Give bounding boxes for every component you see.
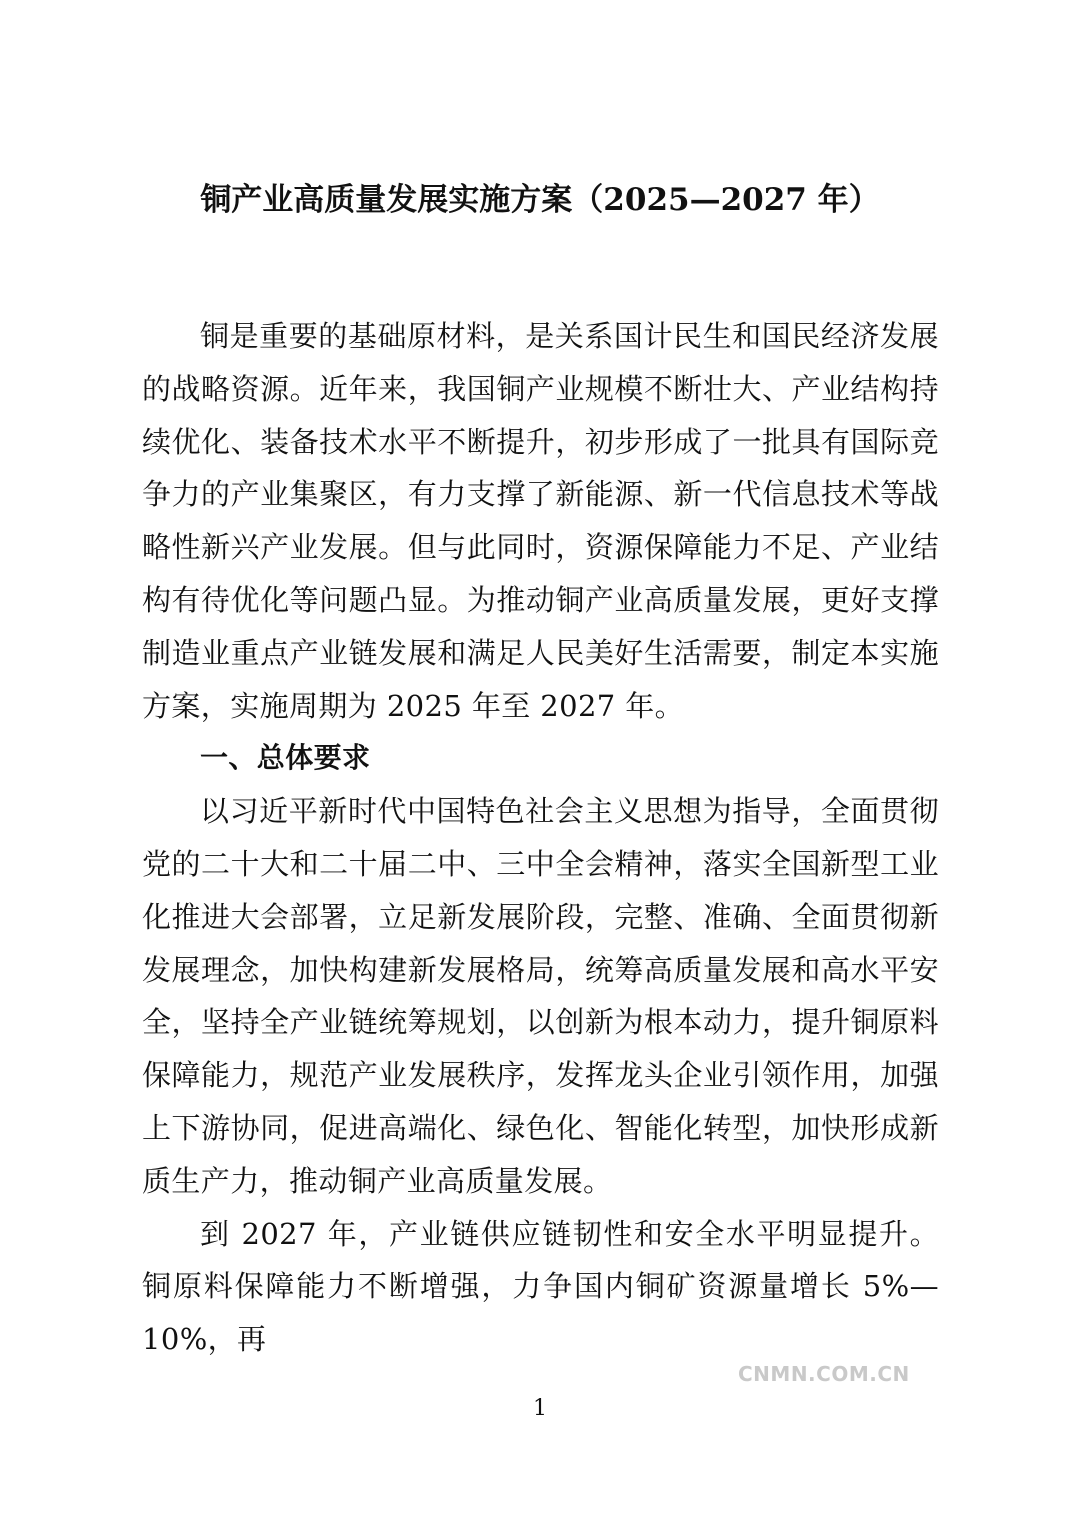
target-paragraph: 到 2027 年，产业链供应链韧性和安全水平明显提升。铜原料保障能力不断增强，力争国内铜矿资源量增长 5%—10%，再 [142,1216,939,1357]
guiding-paragraph: 以习近平新时代中国特色社会主义思想为指导，全面贯彻党的二十大和二十届二中、三中全会精神，落实全国新型工业化推进大会部署，立足新发展阶段，完整、准确、全面贯彻新发展理念，加快构建新发展格局，统筹高质量发展和高水平安全，坚持全产业链统筹规划，以创新为根本动力，提升铜原料保障能力，规范产业发展秩序，发挥龙头企业引领作用，加强上下游协同，促进高端化、绿色化、智能化转型，加快形成新质生产力，推动铜产业高质量发展。 [142,794,939,1198]
intro-paragraph: 铜是重要的基础原材料，是关系国计民生和国民经济发展的战略资源。近年来，我国铜产业规模不断壮大、产业结构持续优化、装备技术水平不断提升，初步形成了一批具有国际竞争力的产业集聚区，有力支撑了新能源、新一代信息技术等战略性新兴产业发展。但与此同时，资源保障能力不足、产业结构有待优化等问题凸显。为推动铜产业高质量发展，更好支撑制造业重点产业链发展和满足人民美好生活需要，制定本实施方案，实施周期为 2025 年至 2027 年。 [142,319,939,723]
document-body [142,310,939,1366]
watermark: CNMN.COM.CN [738,1362,910,1386]
document-title: 铜产业高质量发展实施方案（2025—2027 年） [200,182,880,218]
section-heading-general-requirements: 一、总体要求 [200,741,371,775]
page-number: 1 [533,1396,547,1421]
